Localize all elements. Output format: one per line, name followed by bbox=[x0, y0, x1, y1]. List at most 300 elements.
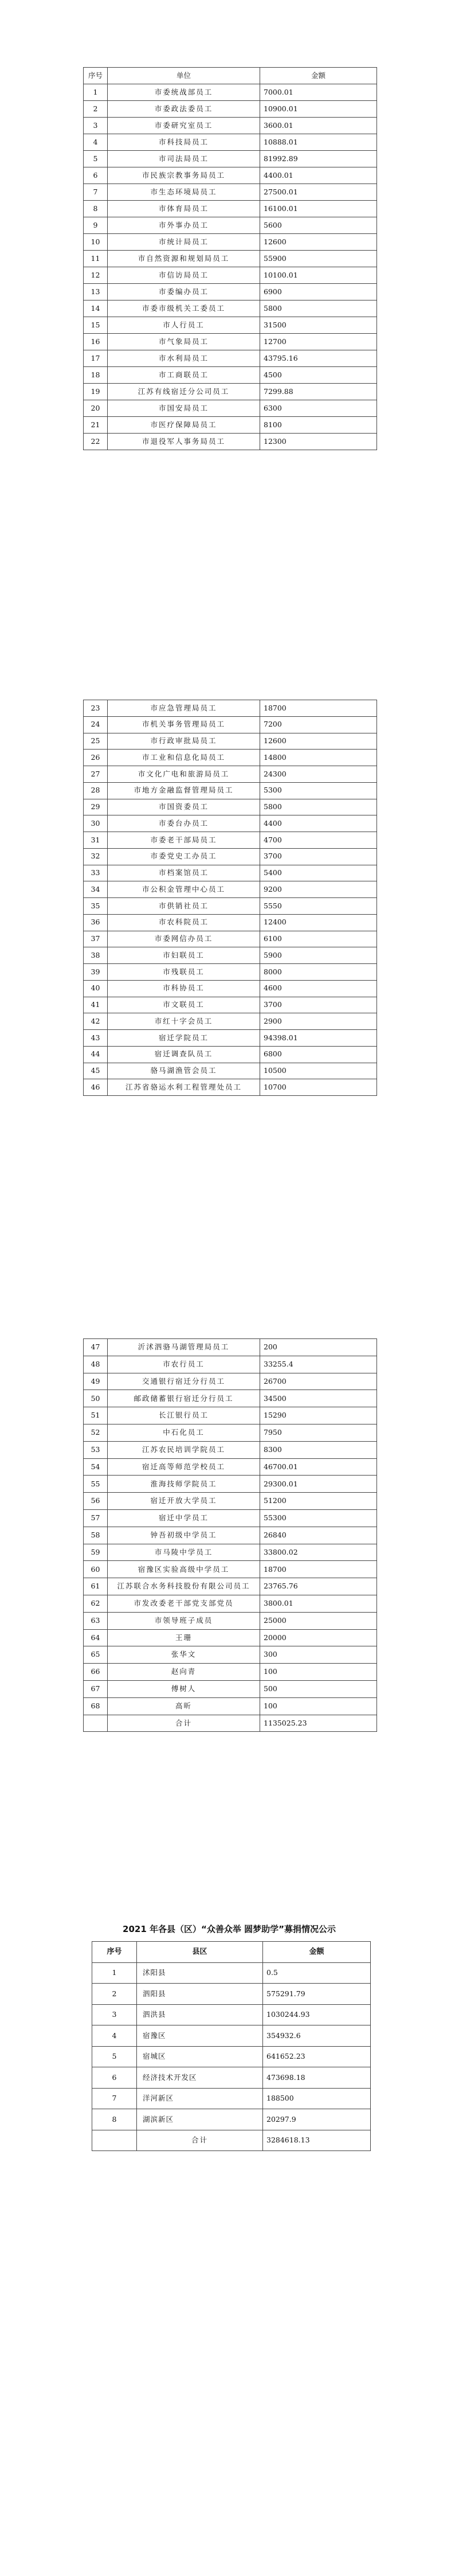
row-no: 9 bbox=[84, 217, 108, 234]
donation-table-part-3 bbox=[83, 1338, 377, 1732]
row-unit: 赵向青 bbox=[108, 1664, 260, 1681]
row-no: 53 bbox=[84, 1441, 108, 1458]
row-no: 8 bbox=[84, 201, 108, 217]
row-no: 49 bbox=[84, 1373, 108, 1390]
table-row bbox=[84, 700, 377, 717]
table-row bbox=[84, 251, 377, 267]
row-amount: 5800 bbox=[260, 300, 377, 317]
row-unit: 江苏联合水务科技股份有限公司员工 bbox=[108, 1578, 260, 1595]
row-amount: 33255.4 bbox=[260, 1356, 377, 1373]
row-amount: 6800 bbox=[260, 1046, 377, 1063]
total-label: 合计 bbox=[137, 2130, 263, 2151]
table-row bbox=[84, 1629, 377, 1646]
row-no: 20 bbox=[84, 400, 108, 417]
table-row bbox=[84, 964, 377, 981]
table-row bbox=[84, 1646, 377, 1664]
header-no: 序号 bbox=[92, 1942, 137, 1963]
row-amount: 26700 bbox=[260, 1373, 377, 1390]
row-amount: 1030244.93 bbox=[263, 2004, 371, 2025]
row-no: 41 bbox=[84, 997, 108, 1013]
table-row bbox=[84, 417, 377, 434]
table-row bbox=[84, 716, 377, 733]
row-amount: 24300 bbox=[260, 766, 377, 783]
county-section-title: 2021 年各县（区）“众善众举 圆梦助学”募捐情况公示 bbox=[123, 1924, 336, 1934]
row-amount: 25000 bbox=[260, 1612, 377, 1629]
row-no: 19 bbox=[84, 384, 108, 400]
row-unit: 市农科院员工 bbox=[108, 914, 260, 931]
table-row bbox=[84, 1458, 377, 1476]
row-amount: 575291.79 bbox=[263, 1984, 371, 2005]
row-amount: 5800 bbox=[260, 799, 377, 815]
table-row bbox=[84, 334, 377, 350]
row-amount: 100 bbox=[260, 1664, 377, 1681]
row-amount: 10100.01 bbox=[260, 267, 377, 284]
row-amount: 8000 bbox=[260, 964, 377, 981]
row-amount: 3600.01 bbox=[260, 118, 377, 134]
row-no: 27 bbox=[84, 766, 108, 783]
table-row bbox=[92, 2025, 371, 2047]
row-unit: 市马陵中学员工 bbox=[108, 1544, 260, 1561]
row-unit: 市国资委员工 bbox=[108, 799, 260, 815]
row-no: 1 bbox=[84, 84, 108, 101]
table-row bbox=[84, 217, 377, 234]
row-no: 15 bbox=[84, 317, 108, 334]
row-amount: 354932.6 bbox=[263, 2025, 371, 2047]
row-unit: 市民族宗教事务局员工 bbox=[108, 167, 260, 184]
row-unit: 宿迁高等师范学校员工 bbox=[108, 1458, 260, 1476]
total-amount: 1135025.23 bbox=[260, 1715, 377, 1732]
row-unit: 市外事办员工 bbox=[108, 217, 260, 234]
row-amount: 7299.88 bbox=[260, 384, 377, 400]
row-amount: 15290 bbox=[260, 1407, 377, 1424]
row-amount: 7950 bbox=[260, 1424, 377, 1441]
header-amount: 金额 bbox=[263, 1942, 371, 1963]
row-no: 12 bbox=[84, 267, 108, 284]
table-row bbox=[84, 151, 377, 167]
row-no: 55 bbox=[84, 1476, 108, 1493]
table-row bbox=[92, 2109, 371, 2130]
table-header-row bbox=[92, 1942, 371, 1963]
county-donation-table bbox=[92, 1941, 371, 2151]
table-row bbox=[84, 1013, 377, 1030]
row-unit: 淮海技师学院员工 bbox=[108, 1476, 260, 1493]
row-unit: 傅树人 bbox=[108, 1680, 260, 1697]
total-row bbox=[92, 2130, 371, 2151]
row-no: 35 bbox=[84, 898, 108, 915]
row-no: 16 bbox=[84, 334, 108, 350]
row-unit: 市供销社员工 bbox=[108, 898, 260, 915]
header-unit: 单位 bbox=[108, 68, 260, 84]
row-no: 61 bbox=[84, 1578, 108, 1595]
table-row bbox=[84, 980, 377, 997]
row-amount: 10888.01 bbox=[260, 134, 377, 151]
row-no: 44 bbox=[84, 1046, 108, 1063]
row-no: 50 bbox=[84, 1390, 108, 1407]
row-unit: 市委老干部局员工 bbox=[108, 832, 260, 849]
row-unit: 市工业和信息化局员工 bbox=[108, 750, 260, 766]
row-unit: 市自然资源和规划局员工 bbox=[108, 251, 260, 267]
row-no: 34 bbox=[84, 881, 108, 898]
row-unit: 江苏省骆运水利工程管理处员工 bbox=[108, 1079, 260, 1096]
table-row bbox=[92, 1984, 371, 2005]
row-amount: 18700 bbox=[260, 1561, 377, 1578]
row-amount: 500 bbox=[260, 1680, 377, 1697]
row-amount: 16100.01 bbox=[260, 201, 377, 217]
row-no: 7 bbox=[84, 184, 108, 201]
table-row bbox=[84, 300, 377, 317]
table-row bbox=[84, 997, 377, 1013]
table-row bbox=[92, 1962, 371, 1984]
table-row bbox=[84, 1079, 377, 1096]
row-amount: 4400.01 bbox=[260, 167, 377, 184]
table-row bbox=[84, 1509, 377, 1527]
row-amount: 3800.01 bbox=[260, 1595, 377, 1612]
row-unit: 钟吾初级中学员工 bbox=[108, 1527, 260, 1544]
row-amount: 12300 bbox=[260, 434, 377, 450]
table-row bbox=[84, 898, 377, 915]
row-amount: 3700 bbox=[260, 997, 377, 1013]
row-amount: 6900 bbox=[260, 284, 377, 300]
row-unit: 市委研究室员工 bbox=[108, 118, 260, 134]
table-row bbox=[84, 434, 377, 450]
table-row bbox=[84, 1697, 377, 1715]
table-row bbox=[84, 1390, 377, 1407]
row-unit: 市发改委老干部党支部党员 bbox=[108, 1595, 260, 1612]
table-row bbox=[84, 267, 377, 284]
row-amount: 9200 bbox=[260, 881, 377, 898]
row-amount: 473698.18 bbox=[263, 2067, 371, 2089]
row-no: 4 bbox=[92, 2025, 137, 2047]
row-no: 65 bbox=[84, 1646, 108, 1664]
row-county: 洋河新区 bbox=[137, 2088, 263, 2109]
row-no: 4 bbox=[84, 134, 108, 151]
total-amount: 3284618.13 bbox=[263, 2130, 371, 2151]
row-no: 24 bbox=[84, 716, 108, 733]
row-unit: 市科协员工 bbox=[108, 980, 260, 997]
row-no: 47 bbox=[84, 1339, 108, 1356]
row-unit: 市委党史工办员工 bbox=[108, 848, 260, 865]
row-unit: 交通银行宿迁分行员工 bbox=[108, 1373, 260, 1390]
table-row bbox=[84, 1680, 377, 1697]
row-amount: 5300 bbox=[260, 782, 377, 799]
table-row bbox=[84, 766, 377, 783]
table-row bbox=[84, 1407, 377, 1424]
table-row bbox=[84, 1595, 377, 1612]
row-amount: 33800.02 bbox=[260, 1544, 377, 1561]
table-row bbox=[84, 1527, 377, 1544]
table-row bbox=[84, 848, 377, 865]
table-row bbox=[84, 865, 377, 881]
row-unit: 市科技局员工 bbox=[108, 134, 260, 151]
table-row bbox=[84, 1544, 377, 1561]
row-amount: 5400 bbox=[260, 865, 377, 881]
table-row bbox=[84, 1578, 377, 1595]
row-unit: 宿迁开放大学员工 bbox=[108, 1493, 260, 1510]
total-no bbox=[92, 2130, 137, 2151]
row-county: 沭阳县 bbox=[137, 1962, 263, 1984]
row-unit: 王珊 bbox=[108, 1629, 260, 1646]
table-row bbox=[92, 2067, 371, 2089]
total-label: 合计 bbox=[108, 1715, 260, 1732]
table-row bbox=[84, 733, 377, 750]
row-no: 6 bbox=[84, 167, 108, 184]
table-row bbox=[84, 1612, 377, 1629]
row-no: 13 bbox=[84, 284, 108, 300]
table-row bbox=[84, 1424, 377, 1441]
row-unit: 市水利局员工 bbox=[108, 350, 260, 367]
row-no: 67 bbox=[84, 1680, 108, 1697]
row-no: 21 bbox=[84, 417, 108, 434]
row-amount: 23765.76 bbox=[260, 1578, 377, 1595]
donation-table-part-1 bbox=[83, 67, 377, 450]
row-unit: 中石化员工 bbox=[108, 1424, 260, 1441]
row-no: 30 bbox=[84, 815, 108, 832]
row-unit: 市委台办员工 bbox=[108, 815, 260, 832]
row-unit: 市医疗保障局员工 bbox=[108, 417, 260, 434]
row-unit: 市应急管理局员工 bbox=[108, 700, 260, 717]
row-unit: 江苏有线宿迁分公司员工 bbox=[108, 384, 260, 400]
row-no: 46 bbox=[84, 1079, 108, 1096]
table-row bbox=[84, 750, 377, 766]
row-no: 59 bbox=[84, 1544, 108, 1561]
row-no: 63 bbox=[84, 1612, 108, 1629]
row-amount: 200 bbox=[260, 1339, 377, 1356]
row-amount: 5550 bbox=[260, 898, 377, 915]
row-no: 48 bbox=[84, 1356, 108, 1373]
row-no: 18 bbox=[84, 367, 108, 384]
row-unit: 宿迁中学员工 bbox=[108, 1509, 260, 1527]
row-amount: 8100 bbox=[260, 417, 377, 434]
row-unit: 江苏农民培训学院员工 bbox=[108, 1441, 260, 1458]
row-unit: 市信访局员工 bbox=[108, 267, 260, 284]
row-amount: 7200 bbox=[260, 716, 377, 733]
table-row bbox=[84, 284, 377, 300]
row-amount: 12600 bbox=[260, 234, 377, 251]
row-no: 43 bbox=[84, 1030, 108, 1047]
row-unit: 市委统战部员工 bbox=[108, 84, 260, 101]
table-row bbox=[84, 1046, 377, 1063]
row-no: 22 bbox=[84, 434, 108, 450]
row-amount: 641652.23 bbox=[263, 2046, 371, 2067]
row-unit: 市文联员工 bbox=[108, 997, 260, 1013]
header-no: 序号 bbox=[84, 68, 108, 84]
row-no: 29 bbox=[84, 799, 108, 815]
row-amount: 3700 bbox=[260, 848, 377, 865]
row-amount: 14800 bbox=[260, 750, 377, 766]
table-row bbox=[84, 914, 377, 931]
table-row bbox=[84, 317, 377, 334]
row-amount: 300 bbox=[260, 1646, 377, 1664]
header-amount: 金额 bbox=[260, 68, 377, 84]
row-amount: 51200 bbox=[260, 1493, 377, 1510]
row-no: 68 bbox=[84, 1697, 108, 1715]
row-unit: 高昕 bbox=[108, 1697, 260, 1715]
row-no: 36 bbox=[84, 914, 108, 931]
row-amount: 43795.16 bbox=[260, 350, 377, 367]
row-amount: 6300 bbox=[260, 400, 377, 417]
row-unit: 市领导班子成员 bbox=[108, 1612, 260, 1629]
table-row bbox=[84, 134, 377, 151]
row-no: 6 bbox=[92, 2067, 137, 2089]
row-amount: 12700 bbox=[260, 334, 377, 350]
row-no: 64 bbox=[84, 1629, 108, 1646]
row-unit: 市退役军人事务局员工 bbox=[108, 434, 260, 450]
table-row bbox=[84, 1373, 377, 1390]
row-amount: 10900.01 bbox=[260, 101, 377, 118]
row-unit: 市统计局员工 bbox=[108, 234, 260, 251]
row-unit: 市国安局员工 bbox=[108, 400, 260, 417]
row-amount: 46700.01 bbox=[260, 1458, 377, 1476]
row-unit: 市行政审批局员工 bbox=[108, 733, 260, 750]
row-unit: 市农行员工 bbox=[108, 1356, 260, 1373]
row-unit: 市体育局员工 bbox=[108, 201, 260, 217]
table-row bbox=[84, 400, 377, 417]
row-county: 泗洪县 bbox=[137, 2004, 263, 2025]
row-no: 23 bbox=[84, 700, 108, 717]
row-no: 52 bbox=[84, 1424, 108, 1441]
row-amount: 100 bbox=[260, 1697, 377, 1715]
row-unit: 宿迁学院员工 bbox=[108, 1030, 260, 1047]
row-unit: 张华文 bbox=[108, 1646, 260, 1664]
table-row bbox=[84, 931, 377, 947]
row-amount: 0.5 bbox=[263, 1962, 371, 1984]
table-row bbox=[84, 815, 377, 832]
row-no: 11 bbox=[84, 251, 108, 267]
table-header-row bbox=[84, 68, 377, 84]
total-row bbox=[84, 1715, 377, 1732]
table-row bbox=[84, 832, 377, 849]
header-county: 县区 bbox=[137, 1942, 263, 1963]
row-no: 8 bbox=[92, 2109, 137, 2130]
row-no: 37 bbox=[84, 931, 108, 947]
row-amount: 31500 bbox=[260, 317, 377, 334]
row-amount: 29300.01 bbox=[260, 1476, 377, 1493]
table-row bbox=[92, 2046, 371, 2067]
row-unit: 市红十字会员工 bbox=[108, 1013, 260, 1030]
row-no: 42 bbox=[84, 1013, 108, 1030]
row-no: 3 bbox=[84, 118, 108, 134]
row-unit: 市档案馆员工 bbox=[108, 865, 260, 881]
row-amount: 81992.89 bbox=[260, 151, 377, 167]
table-row bbox=[84, 1356, 377, 1373]
row-amount: 8300 bbox=[260, 1441, 377, 1458]
row-amount: 4400 bbox=[260, 815, 377, 832]
row-unit: 宿迁调查队员工 bbox=[108, 1046, 260, 1063]
row-unit: 市生态环境局员工 bbox=[108, 184, 260, 201]
row-unit: 市气象局员工 bbox=[108, 334, 260, 350]
row-amount: 4700 bbox=[260, 832, 377, 849]
table-row bbox=[84, 367, 377, 384]
table-row bbox=[84, 1063, 377, 1079]
row-no: 32 bbox=[84, 848, 108, 865]
row-no: 2 bbox=[84, 101, 108, 118]
row-no: 5 bbox=[84, 151, 108, 167]
row-no: 45 bbox=[84, 1063, 108, 1079]
table-row bbox=[84, 1476, 377, 1493]
row-amount: 94398.01 bbox=[260, 1030, 377, 1047]
table-row bbox=[84, 84, 377, 101]
row-no: 51 bbox=[84, 1407, 108, 1424]
row-amount: 10500 bbox=[260, 1063, 377, 1079]
row-no: 62 bbox=[84, 1595, 108, 1612]
row-amount: 4500 bbox=[260, 367, 377, 384]
row-amount: 4600 bbox=[260, 980, 377, 997]
row-no: 60 bbox=[84, 1561, 108, 1578]
row-no: 25 bbox=[84, 733, 108, 750]
row-unit: 市委编办员工 bbox=[108, 284, 260, 300]
row-unit: 市司法局员工 bbox=[108, 151, 260, 167]
row-amount: 2900 bbox=[260, 1013, 377, 1030]
table-row bbox=[84, 101, 377, 118]
row-unit: 市文化广电和旅游局员工 bbox=[108, 766, 260, 783]
row-no: 54 bbox=[84, 1458, 108, 1476]
table-row bbox=[84, 1339, 377, 1356]
row-unit: 市委市级机关工委员工 bbox=[108, 300, 260, 317]
row-amount: 10700 bbox=[260, 1079, 377, 1096]
table-row bbox=[84, 881, 377, 898]
table-row bbox=[84, 1030, 377, 1047]
row-no: 1 bbox=[92, 1962, 137, 1984]
table-row bbox=[84, 167, 377, 184]
row-unit: 市机关事务管理局员工 bbox=[108, 716, 260, 733]
row-amount: 188500 bbox=[263, 2088, 371, 2109]
row-unit: 市工商联员工 bbox=[108, 367, 260, 384]
row-no: 2 bbox=[92, 1984, 137, 2005]
row-amount: 7000.01 bbox=[260, 84, 377, 101]
row-no: 3 bbox=[92, 2004, 137, 2025]
donation-table-part-2 bbox=[83, 700, 377, 1096]
row-county: 泗阳县 bbox=[137, 1984, 263, 2005]
row-no: 5 bbox=[92, 2046, 137, 2067]
row-amount: 55300 bbox=[260, 1509, 377, 1527]
row-county: 宿城区 bbox=[137, 2046, 263, 2067]
row-no: 10 bbox=[84, 234, 108, 251]
table-row bbox=[84, 118, 377, 134]
row-no: 38 bbox=[84, 947, 108, 964]
row-county: 湖滨新区 bbox=[137, 2109, 263, 2130]
row-no: 56 bbox=[84, 1493, 108, 1510]
table-row bbox=[84, 350, 377, 367]
row-amount: 55900 bbox=[260, 251, 377, 267]
table-row bbox=[84, 201, 377, 217]
row-no: 57 bbox=[84, 1509, 108, 1527]
row-unit: 市人行员工 bbox=[108, 317, 260, 334]
row-amount: 34500 bbox=[260, 1390, 377, 1407]
table-row bbox=[84, 1493, 377, 1510]
row-amount: 12600 bbox=[260, 733, 377, 750]
row-unit: 市公积金管理中心员工 bbox=[108, 881, 260, 898]
table-row bbox=[84, 799, 377, 815]
row-county: 宿豫区 bbox=[137, 2025, 263, 2047]
table-row bbox=[84, 1664, 377, 1681]
row-no: 26 bbox=[84, 750, 108, 766]
row-amount: 20000 bbox=[260, 1629, 377, 1646]
table-row bbox=[92, 2088, 371, 2109]
row-no: 58 bbox=[84, 1527, 108, 1544]
row-county: 经济技术开发区 bbox=[137, 2067, 263, 2089]
row-no: 17 bbox=[84, 350, 108, 367]
total-no bbox=[84, 1715, 108, 1732]
row-unit: 骆马湖渔管会员工 bbox=[108, 1063, 260, 1079]
table-row bbox=[84, 384, 377, 400]
row-no: 31 bbox=[84, 832, 108, 849]
row-amount: 20297.9 bbox=[263, 2109, 371, 2130]
row-no: 66 bbox=[84, 1664, 108, 1681]
row-amount: 5900 bbox=[260, 947, 377, 964]
row-unit: 市地方金融监督管理局员工 bbox=[108, 782, 260, 799]
row-no: 7 bbox=[92, 2088, 137, 2109]
table-row bbox=[84, 184, 377, 201]
